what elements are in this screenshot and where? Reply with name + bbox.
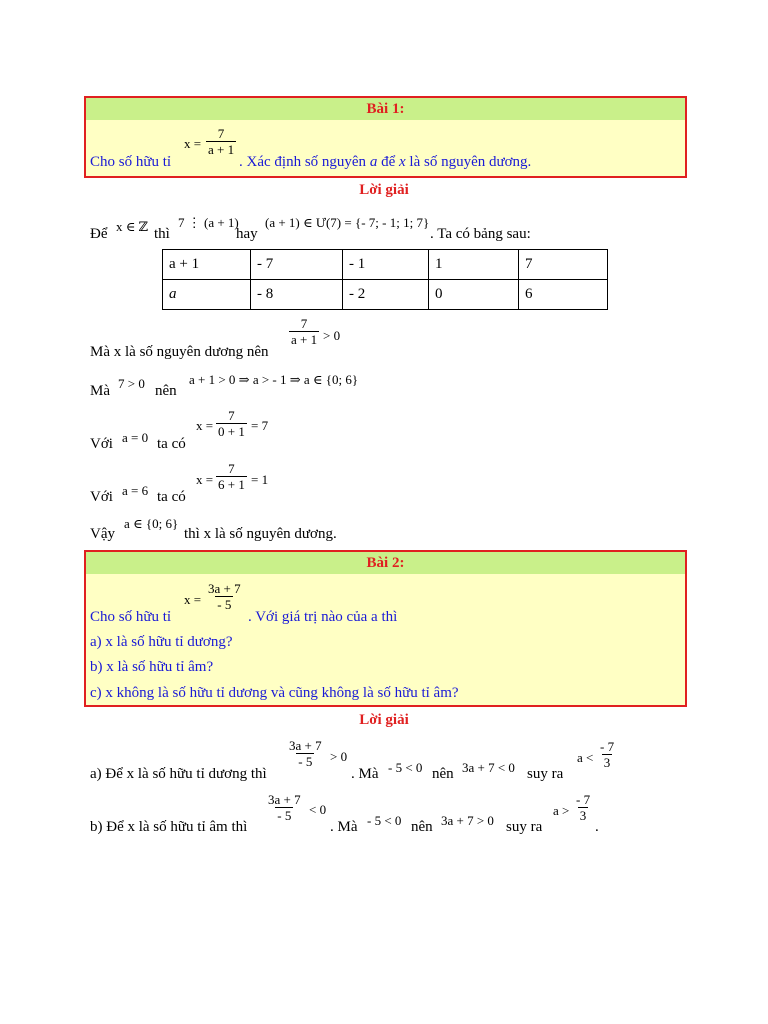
- sol2-b-f1: - 5 < 0: [367, 813, 402, 828]
- sol2-b-num: 3a + 7: [268, 792, 301, 807]
- solution-2-heading: Lời giải: [359, 712, 409, 728]
- exercise-2-formula-den: - 5: [217, 597, 232, 612]
- table-cell: a + 1: [163, 250, 251, 280]
- sol1-line4-num: 7: [228, 408, 235, 423]
- sol2-a-rel: > 0: [330, 749, 348, 764]
- table-cell: - 7: [251, 250, 343, 280]
- sol1-line3-f2: a + 1 > 0 ⇒ a > - 1 ⇒ a ∈ {0; 6}: [189, 372, 359, 387]
- sol2-b-den: - 5: [277, 808, 292, 823]
- exercise-1-formula-lhs: x =: [184, 136, 202, 151]
- exercise-2-box: [84, 550, 687, 707]
- exercise-1-formula: [206, 126, 236, 157]
- exercise-2-title: Bài 2:: [86, 552, 685, 574]
- table-cell: 0: [429, 280, 519, 310]
- exercise-1-text-1: . Xác định số nguyên: [239, 154, 370, 170]
- sol1-line3-f1: 7 > 0: [118, 376, 145, 391]
- table-cell: 6: [519, 280, 608, 310]
- sol1-line2-num: 7: [300, 316, 308, 331]
- sol1-line3-nen: nên: [155, 383, 177, 399]
- sol2-b-rel: < 0: [309, 802, 327, 817]
- sol2-b-text: b) Để x là số hữu tỉ âm thì: [90, 819, 248, 835]
- table-cell: 7: [519, 250, 608, 280]
- sol1-line5-taco: ta có: [157, 489, 186, 505]
- exercise-2-question-a: a) x là số hữu tỉ dương?: [90, 634, 233, 650]
- exercise-1-text: [239, 154, 531, 171]
- sol2-a-f2: 3a + 7 < 0: [462, 760, 515, 775]
- sol1-line5-num: 7: [228, 461, 235, 476]
- sol2-b-end: .: [595, 819, 599, 835]
- table-cell: a: [163, 280, 251, 310]
- sol1-line3-ma: Mà: [90, 383, 110, 399]
- table-cell: 1: [429, 250, 519, 280]
- sol2-a-res-frac: [598, 739, 616, 770]
- exercise-1-formula-num: 7: [217, 126, 225, 141]
- exercise-1-text-3: là số nguyên dương.: [405, 154, 532, 170]
- sol1-line2-rel: > 0: [323, 328, 341, 343]
- sol1-line4-rhs: = 7: [251, 418, 269, 433]
- sol1-ta-co-bang: . Ta có bảng sau:: [430, 226, 531, 242]
- sol2-a-res-lhs: a <: [577, 750, 594, 765]
- sol1-line5-rhs: = 1: [251, 472, 269, 487]
- sol2-a-ma: . Mà: [351, 766, 379, 782]
- sol1-line4-taco: ta có: [157, 436, 186, 452]
- sol2-b-res-frac: [574, 792, 592, 823]
- sol2-b-res-den: 3: [579, 808, 587, 823]
- exercise-1-text-2: để: [377, 154, 399, 170]
- sol2-b-res-num: - 7: [576, 792, 591, 807]
- sol1-line4-cond: a = 0: [122, 430, 149, 445]
- table-cell: - 8: [251, 280, 343, 310]
- sol2-a-text: a) Để x là số hữu tỉ dương thì: [90, 766, 267, 782]
- exercise-2-text-prefix: Cho số hữu tỉ: [90, 609, 172, 625]
- sol2-a-suyra: suy ra: [527, 766, 564, 782]
- sol1-cond3: (a + 1) ∈ Ư(7) = {- 7; - 1; 1; 7}: [265, 215, 430, 230]
- sol1-hay: hay: [236, 226, 258, 242]
- sol2-a-res-num: - 7: [600, 739, 615, 754]
- exercise-1-formula-den: a + 1: [208, 142, 235, 157]
- sol2-b-suyra: suy ra: [506, 819, 543, 835]
- sol1-line5-frac: [216, 461, 247, 492]
- sol2-a-res-den: 3: [603, 755, 611, 770]
- sol2-b-nen: nên: [411, 819, 433, 835]
- exercise-1-var-a: a: [369, 154, 378, 170]
- sol1-line6-cond: a ∈ {0; 6}: [124, 516, 179, 531]
- sol1-line4-frac: [216, 408, 247, 439]
- values-table: [162, 249, 608, 310]
- sol1-line5-den: 6 + 1: [218, 477, 245, 492]
- table-cell: - 2: [343, 280, 429, 310]
- sol1-line4-voi: Với: [90, 436, 113, 452]
- table-row: [163, 280, 608, 310]
- sol2-b-ma: . Mà: [330, 819, 358, 835]
- sol1-cond2: 7 ⋮ (a + 1): [178, 215, 239, 230]
- exercise-2-formula-lhs: x =: [184, 592, 202, 607]
- sol1-line5-lhs: x =: [196, 472, 214, 487]
- exercise-1-text-prefix: Cho số hữu tỉ: [90, 154, 172, 170]
- sol2-a-nen: nên: [432, 766, 454, 782]
- sol2-b-f2: 3a + 7 > 0: [441, 813, 494, 828]
- exercise-1-title: Bài 1:: [86, 98, 685, 120]
- table-cell: - 1: [343, 250, 429, 280]
- sol1-de: Để: [90, 226, 108, 242]
- sol1-thi: thì: [154, 226, 170, 242]
- sol1-cond1: x ∈ ℤ: [116, 219, 149, 234]
- sol1-line2-text: Mà x là số nguyên dương nên: [90, 344, 269, 360]
- sol2-a-f1: - 5 < 0: [388, 760, 423, 775]
- sol1-line5-voi: Với: [90, 489, 113, 505]
- sol2-a-num: 3a + 7: [289, 738, 322, 753]
- sol2-a-frac: [287, 738, 324, 769]
- sol1-line2-frac: [289, 316, 319, 347]
- sol2-b-frac: [266, 792, 303, 823]
- table-row: [163, 250, 608, 280]
- sol1-line6-vay: Vậy: [90, 526, 115, 542]
- sol2-a-den: - 5: [298, 754, 313, 769]
- sol1-line6-text: thì x là số nguyên dương.: [184, 526, 337, 542]
- exercise-2-question-c: c) x không là số hữu tỉ dương và cũng không là số hữu tỉ âm?: [90, 685, 459, 701]
- exercise-2-formula: [206, 581, 243, 612]
- solution-1-heading: Lời giải: [359, 182, 409, 198]
- sol1-line4-den: 0 + 1: [218, 424, 245, 439]
- sol1-line2-den: a + 1: [291, 332, 318, 347]
- sol1-line4-lhs: x =: [196, 418, 214, 433]
- sol2-b-res-lhs: a >: [553, 803, 570, 818]
- exercise-2-question-b: b) x là số hữu tỉ âm?: [90, 659, 214, 675]
- exercise-2-text-suffix: . Với giá trị nào của a thì: [248, 609, 398, 625]
- exercise-2-formula-num: 3a + 7: [208, 581, 241, 596]
- sol1-line5-cond: a = 6: [122, 483, 149, 498]
- exercise-1-var-x: x: [398, 154, 406, 170]
